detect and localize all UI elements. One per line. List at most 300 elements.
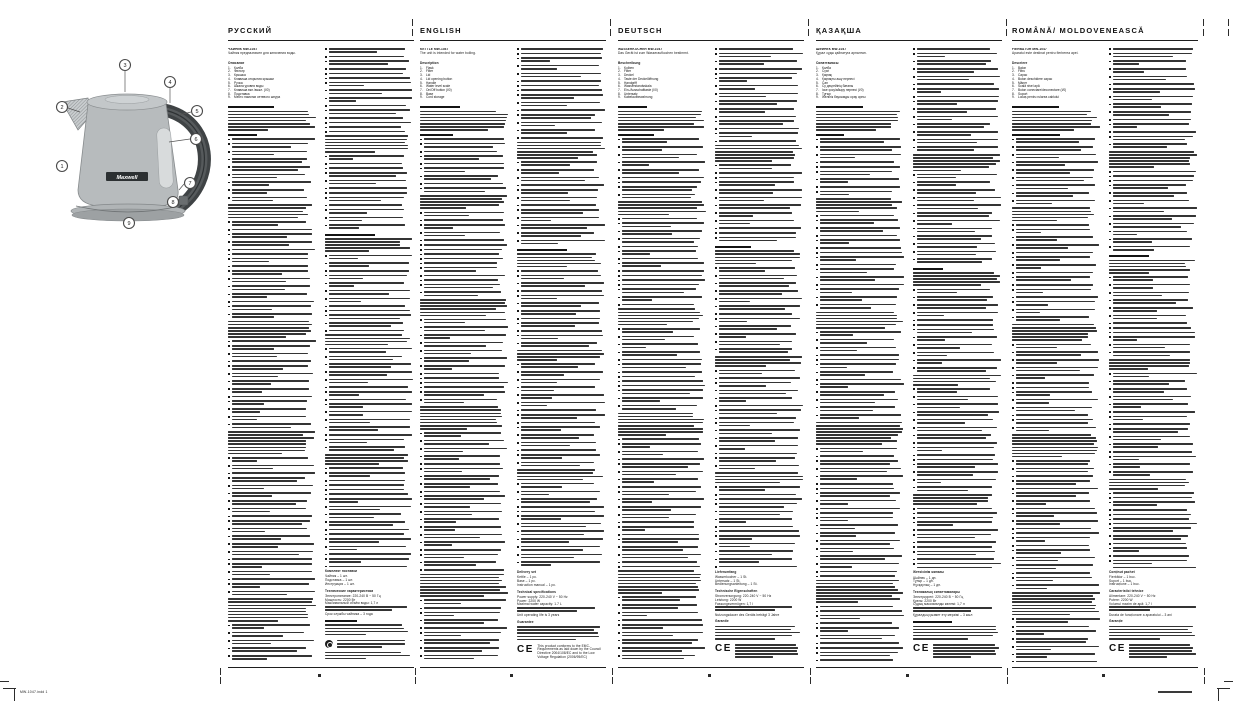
text-line: [618, 419, 704, 421]
bullet-item: [1012, 480, 1100, 486]
bullet-dot: [816, 399, 818, 401]
bullet-item: [228, 543, 316, 549]
bullet-item: [715, 377, 803, 380]
text-line: [1016, 289, 1092, 291]
bullet-dot: [715, 197, 717, 199]
text-line: [1113, 419, 1143, 421]
bullet-lines: [917, 68, 1001, 74]
bullet-item: [228, 365, 316, 371]
bullet-lines: [820, 227, 904, 233]
bullet-dot: [228, 416, 230, 418]
bullet-dot: [420, 240, 422, 242]
bullet-dot: [420, 365, 422, 367]
bullet-item: [228, 313, 316, 319]
bullet-item: [1012, 284, 1100, 287]
text-line: [820, 279, 875, 281]
bullet-lines: [1016, 653, 1100, 659]
bullet-dot: [228, 381, 230, 383]
bullet-item: [715, 140, 803, 143]
text-line: [1012, 339, 1082, 341]
bullet-dot: [420, 503, 422, 505]
bullet-dot: [618, 398, 620, 400]
text-line: [424, 503, 501, 505]
bullet-item: [420, 440, 508, 446]
bullet-lines: [1016, 572, 1100, 575]
bottom-rule: [816, 667, 1002, 668]
text-line: [917, 88, 999, 90]
bullet-lines: [1113, 436, 1197, 442]
bullet-item: [913, 204, 1001, 210]
text-line: [820, 455, 895, 457]
text-line: [232, 265, 308, 267]
bullet-dot: [715, 370, 717, 372]
kettle-diagram: [28, 42, 223, 257]
bullet-lines: [521, 414, 605, 420]
text-line: [622, 566, 701, 568]
text-line: [228, 431, 315, 433]
bullet-lines: [622, 478, 706, 484]
text-line: [1113, 527, 1192, 529]
text-line: [329, 480, 405, 482]
bullet-dot: [1109, 246, 1111, 248]
text-line: [1113, 226, 1181, 228]
bullet-dot: [816, 227, 818, 229]
text-line: [622, 197, 691, 199]
bullet-lines: [1016, 309, 1100, 315]
text-line: [325, 652, 401, 654]
text-line: [715, 632, 800, 634]
header-rule: [618, 40, 804, 41]
text-line: [1016, 430, 1049, 432]
text-line: [917, 68, 998, 70]
bullet-item: [420, 151, 508, 154]
text-line: [329, 285, 354, 287]
bullet-item: [618, 296, 706, 302]
paragraph: [228, 204, 316, 218]
text-line: [424, 227, 453, 229]
bullet-dot: [325, 110, 327, 112]
bullet-item: [325, 489, 413, 492]
bullet-dot: [816, 456, 818, 458]
text-line: [715, 479, 803, 481]
text-line: [820, 138, 900, 140]
text-line: [232, 146, 291, 148]
bullet-item: [816, 379, 904, 382]
bullet-lines: [1113, 307, 1197, 313]
text-line: [622, 186, 698, 188]
bullet-dot: [1109, 424, 1111, 426]
bullet-item: [1109, 555, 1197, 558]
text-line: [521, 48, 603, 50]
text-line: [521, 125, 555, 127]
bullet-item: [1109, 284, 1197, 290]
text-line: [1016, 172, 1070, 174]
text-line: [1016, 492, 1089, 494]
bullet-dot: [715, 53, 717, 55]
bullet-item: [228, 500, 316, 506]
item-number: 9.: [816, 95, 819, 100]
bullet-item: [1109, 60, 1197, 66]
column-content: [816, 48, 904, 662]
text-line: [329, 51, 377, 53]
bullet-dot: [1109, 111, 1111, 113]
bullet-lines: [719, 298, 803, 304]
paragraph: [715, 250, 803, 264]
text-line: [424, 167, 504, 169]
bullet-item: [228, 655, 316, 661]
text-line: [719, 445, 798, 447]
text-line: [232, 551, 314, 553]
bullet-lines: [917, 251, 1001, 257]
bullet-item: [715, 453, 803, 456]
bullet-lines: [521, 129, 605, 135]
text-line: [1113, 56, 1173, 58]
text-line: [325, 145, 408, 147]
text-line: [719, 437, 798, 439]
text-line: [715, 482, 780, 484]
bullet-dot: [618, 479, 620, 481]
bullet-dot: [325, 283, 327, 285]
item-number: 1.: [1012, 65, 1015, 70]
bullet-dot: [420, 387, 422, 389]
bullet-item: [715, 498, 803, 501]
text-line: [232, 495, 272, 497]
bullet-lines: [719, 204, 803, 210]
bullet-dot: [228, 143, 230, 145]
text-line-readable: ШӘЙНЕК MW-1047: [816, 48, 847, 51]
text-line: [1012, 336, 1088, 338]
bullet-dot: [816, 347, 818, 349]
bullet-lines: [424, 357, 508, 363]
bullet-item: [816, 227, 904, 233]
bullet-lines: [820, 178, 904, 184]
text-line: [917, 407, 960, 409]
text-line: [735, 650, 797, 652]
bullet-dot: [228, 551, 230, 553]
bullet-dot: [420, 554, 422, 556]
bullet-item: [1012, 138, 1100, 144]
text-line: [424, 440, 504, 442]
text-line: [232, 408, 307, 410]
bullet-lines: [521, 426, 605, 432]
bullet-dot: [1109, 300, 1111, 302]
bullet-dot: [618, 177, 620, 179]
bullet-lines: [329, 126, 413, 129]
bullet-lines: [521, 394, 605, 400]
bullet-dot: [618, 514, 620, 516]
text-line-readable: Судың максималды көлемі: 1,7 л: [913, 602, 965, 607]
text-line: [1113, 119, 1191, 121]
text-line: [1016, 588, 1047, 590]
text-line: [1012, 324, 1094, 326]
bullet-lines: [1016, 351, 1100, 357]
crop-mark: [220, 668, 221, 675]
bullet-lines: [521, 422, 605, 425]
bullet-lines: [424, 334, 508, 340]
text-line: [622, 405, 698, 407]
bullet-dot: [420, 632, 422, 634]
bullet-item: [1012, 626, 1100, 629]
bullet-lines: [329, 498, 413, 504]
bullet-dot: [420, 327, 422, 329]
text-line: [719, 457, 795, 459]
bullet-dot: [715, 283, 717, 285]
bullet-lines: [917, 367, 1001, 373]
bullet-dot: [1109, 315, 1111, 317]
bullet-dot: [913, 53, 915, 55]
paragraph: [517, 607, 605, 612]
text-line: [1113, 403, 1188, 405]
text-line: [816, 434, 898, 436]
text-line: [232, 535, 310, 537]
text-line: [622, 146, 703, 148]
bullet-dot: [517, 110, 519, 112]
bullet-dot: [913, 479, 915, 481]
text-line: [232, 281, 286, 283]
section-heading: Жеткізілім жинағы: [913, 570, 944, 575]
bullet-lines: [1113, 207, 1197, 213]
bullet-lines: [622, 561, 706, 564]
bullet-item: [715, 445, 803, 451]
bullet-item: [913, 139, 1001, 145]
bullet-item: [1012, 387, 1100, 390]
text-line: [521, 282, 604, 284]
bullet-dot: [228, 182, 230, 184]
bullet-dot: [325, 275, 327, 277]
bullet-dot: [715, 220, 717, 222]
text-line: [1113, 504, 1157, 506]
bullet-lines: [719, 140, 803, 143]
bullet-lines: [719, 503, 803, 509]
text-line: [337, 643, 406, 645]
bullet-lines: [917, 336, 1001, 342]
text-line: [1109, 629, 1188, 631]
bullet-lines: [232, 477, 316, 483]
bullet-dot: [325, 180, 327, 182]
bullet-lines: [521, 506, 605, 509]
bullet-dot: [228, 241, 230, 243]
item-label: Suport: [1018, 91, 1028, 96]
bullet-dot: [816, 355, 818, 357]
bullet-item: [1109, 351, 1197, 357]
text-line: [329, 475, 370, 477]
text-line: [1113, 48, 1193, 50]
bullet-dot: [1012, 309, 1014, 311]
text-line: [820, 655, 891, 657]
text-line: [816, 207, 897, 209]
text-line: [1016, 296, 1098, 298]
text-line: [719, 336, 747, 338]
bullet-lines: [622, 405, 706, 411]
bullet-item: [1109, 315, 1197, 321]
text-line: [816, 580, 899, 582]
text-line: [232, 258, 309, 260]
bullet-dot: [816, 215, 818, 217]
bullet-item: [816, 186, 904, 189]
bullet-lines: [820, 154, 904, 160]
text-line: [329, 382, 368, 384]
bullet-dot: [1012, 229, 1014, 231]
paragraph: [816, 312, 904, 329]
text-line: [913, 638, 968, 640]
text-line: [719, 561, 759, 563]
text-line: [420, 123, 505, 125]
text-line: [719, 93, 798, 95]
text-line: [329, 187, 408, 189]
text-line: [715, 263, 756, 265]
text-line: [1113, 114, 1169, 116]
bullet-item: [1012, 557, 1100, 563]
bullet-lines: [820, 264, 904, 267]
bullet-lines: [232, 189, 316, 195]
bullet-dot: [715, 298, 717, 300]
bullet-lines: [1016, 414, 1100, 417]
bullet-item: [228, 551, 316, 557]
paragraph: [420, 574, 508, 597]
bullet-lines: [232, 515, 316, 518]
bullet-lines: [424, 491, 508, 494]
bullet-item: [1012, 500, 1100, 506]
text-line: [1016, 359, 1100, 361]
text-line: [719, 413, 778, 415]
bullet-dot: [228, 341, 230, 343]
item-label: Water level scale: [426, 84, 451, 89]
bullet-item: [1109, 103, 1197, 109]
bullet-item: [1012, 646, 1100, 652]
text-line: [622, 169, 699, 171]
bullet-dot: [325, 506, 327, 508]
text-line: [816, 437, 891, 439]
bullet-item: [1109, 535, 1197, 541]
bullet-item: [228, 578, 316, 581]
bullet-lines: [329, 109, 413, 115]
text-line: [329, 224, 405, 226]
text-line: [424, 635, 461, 637]
text-line: [622, 655, 695, 657]
bullet-lines: [521, 270, 605, 273]
text-line: [719, 227, 801, 229]
text-line: [917, 482, 941, 484]
bullet-dot: [228, 424, 230, 426]
bullet-item: [913, 304, 1001, 310]
text-line: [820, 174, 870, 176]
text-line: [228, 598, 313, 600]
bullet-lines: [424, 244, 508, 247]
text-line: [1113, 88, 1195, 90]
text-line: [719, 440, 775, 442]
text-line: [820, 339, 895, 341]
bullet-lines: [329, 180, 413, 186]
bullet-item: [1109, 231, 1197, 237]
item-number: 1.: [420, 65, 423, 70]
text-line: [329, 172, 407, 174]
bullet-item: [325, 68, 413, 71]
bullet-lines: [820, 354, 904, 357]
text-line: [917, 427, 997, 429]
text-line: [228, 111, 308, 113]
bullet-item: [1109, 492, 1197, 495]
text-line: [622, 296, 702, 298]
bullet-item: [420, 183, 508, 186]
bullet-lines: [820, 379, 904, 382]
bullet-dot: [913, 487, 915, 489]
bullet-lines: [1113, 423, 1197, 426]
paragraph: [420, 299, 508, 316]
text-line: [424, 244, 507, 246]
bullet-item: [420, 267, 508, 273]
text-line: [1016, 503, 1046, 505]
item-label: Желілік баусымды орау орны: [822, 95, 866, 100]
bullet-dot: [1109, 388, 1111, 390]
bullet-lines: [1016, 577, 1100, 583]
recycle-block: [325, 640, 413, 649]
text-line: [329, 82, 411, 84]
text-line: [424, 514, 472, 516]
bullet-item: [517, 318, 605, 321]
bottom-rule: [618, 667, 804, 668]
text-line: [820, 524, 898, 526]
bullet-item: [816, 540, 904, 546]
bullet-item: [228, 221, 316, 227]
bullet-dot: [618, 546, 620, 548]
bullet-item: [618, 270, 706, 273]
bullet-dot: [420, 244, 422, 246]
bullet-lines: [1113, 560, 1197, 566]
bullet-lines: [232, 229, 316, 232]
text-line: [820, 354, 900, 356]
bullet-dot: [228, 345, 230, 347]
text-line: [715, 250, 794, 252]
bullet-lines: [719, 558, 803, 564]
text-line: [1109, 163, 1190, 165]
text-line: [325, 334, 402, 336]
text-line: [816, 201, 902, 203]
text-line: [917, 414, 988, 416]
text-line: [424, 224, 505, 226]
text-line: [232, 554, 300, 556]
text-line: [232, 558, 312, 560]
bullet-item: [517, 295, 605, 301]
bullet-lines: [232, 647, 316, 653]
bullet-lines: [917, 471, 1001, 477]
text-line: [719, 48, 794, 50]
text-line: [329, 270, 409, 272]
bullet-lines: [622, 438, 706, 441]
bullet-dot: [715, 543, 717, 545]
bullet-lines: [622, 262, 706, 268]
bullet-item: [913, 508, 1001, 511]
text-line: [618, 428, 703, 430]
bullet-dot: [420, 647, 422, 649]
text-line: [719, 285, 790, 287]
bullet-item: [1012, 374, 1100, 380]
bullet-dot: [228, 361, 230, 363]
text-line: [715, 257, 800, 259]
text-line: [1113, 383, 1169, 385]
bullet-item: [715, 181, 803, 187]
bullet-lines: [329, 172, 413, 178]
text-line: [1016, 259, 1060, 261]
text-line: [424, 143, 505, 145]
bullet-lines: [424, 232, 508, 238]
text-line: [622, 380, 703, 382]
callout-number: 3: [123, 62, 127, 69]
bullet-item: [816, 339, 904, 345]
paragraph: [420, 406, 508, 429]
bullet-lines: [622, 275, 706, 278]
text-line: [820, 347, 896, 349]
bullet-item: [816, 455, 904, 458]
